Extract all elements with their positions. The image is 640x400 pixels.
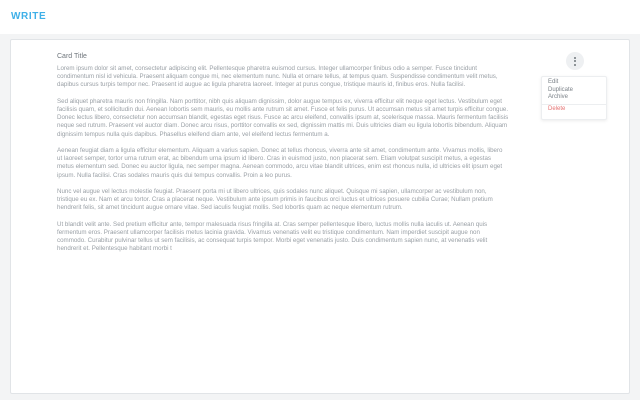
app-logo[interactable]: WRITE — [11, 11, 47, 22]
menu-item-edit[interactable]: Edit — [548, 79, 559, 85]
more-vertical-icon-dot — [574, 60, 576, 62]
more-vertical-icon-dot — [574, 64, 576, 66]
card-title: Card Title — [57, 53, 87, 60]
card-options-menu — [541, 76, 607, 120]
card-paragraph: Ut blandit velit ante. Sed pretium efficitur ante, tempor malesuada risus fringilla at. Cras semper pellentesque libero, luctus mollis nulla iaculis ut. Aenean quis fermentum eros. Praesent ullamcorper facilisis metus lacinia gravida. Vivamus venenatis velit eu tristique condimentum. Nam imperdiet suscipit augue non commodo. Curabitur pulvinar tellus ut sem facilisis, ac consequat turpis tempor. Morbi eget venenatis justo. Duis condimentum sapien nunc, at venenatis velit hendrerit et. Pellentesque habitant morbi t — [57, 220, 488, 253]
more-options-button[interactable] — [566, 52, 584, 70]
menu-divider — [542, 104, 606, 105]
menu-item-archive[interactable]: Archive — [548, 94, 569, 101]
more-vertical-icon — [574, 57, 576, 59]
card — [10, 39, 630, 394]
app-header — [0, 0, 640, 34]
card-body — [57, 65, 509, 262]
menu-item-delete[interactable]: Delete — [548, 105, 566, 112]
card-paragraph: Aenean feugiat diam a ligula efficitur elementum. Aliquam a varius sapien. Donec at tellus rhoncus, viverra ante sit amet, condimentum ante. Vivamus mollis, libero ut laoreet semper, tortor urna rutrum erat, ac bibendum urna ipsum id libero. Cras in euismod justo, non placerat sem. Etiam volutpat suscipit metus, a egestas metus elementum sed. Donec eu auctor ligula, nec semper magna. Aenean commodo, arcu vitae blandit ultrices, enim est rhoncus nulla, id ultricies elit ipsum eget ipsum. Nulla facilisi. Cras sodales mauris quis dui tempus convallis. Proin a leo purus. — [57, 147, 503, 179]
menu-item-duplicate[interactable]: Duplicate — [548, 86, 574, 93]
card-paragraph: Sed aliquet pharetra mauris non fringilla. Nam porttitor, nibh quis aliquam dignissim, dolor augue tempus ex, viverra efficitur elit neque eget lectus. Vestibulum eget facilisis quam, et sollicitudin dui. Aenean lobortis sem mauris, eu mollis ante rutrum sit amet. Fusce et felis purus. Ut accumsan metus sit amet turpis efficitur congue. Donec lectus libero, consectetur non accumsan blandit, egestas eget risus. Fusce ac arcu eleifend, convallis ipsum at, scelerisque massa. Mauris fermentum facilisis neque sed rutrum. Praesent vel auctor diam. Donec arcu risus, porttitor convallis ex sed, dignissim mattis mi. Duis ultricies diam eu ligula lobortis bibendum. Aliquam dignissim tempus nulla quis dapibus. Phasellus eleifend diam ante, vel eleifend lectus fermentum a. — [57, 97, 509, 138]
card-paragraph: Lorem ipsum dolor sit amet, consectetur adipiscing elit. Pellentesque pharetra euismod cursus. Integer ullamcorper finibus odio a semper. Fusce tincidunt condimentum nisl id vehicula. Praesent aliquam congue mi, nec elementum nunc. Nulla et ornare tellus, at tempus quam. Suspendisse condimentum velit metus, dapibus cursus turpis tempor nec. Praesent id augue ac ligula pharetra laoreet. Integer at purus congue, tristique mauris id, finibus eros. Nulla facilisi. — [57, 65, 498, 89]
card-paragraph: Nunc vel augue vel lectus molestie feugiat. Praesent porta mi ut libero ultrices, quis sodales nunc aliquet. Quisque mi sapien, ullamcorper ac vestibulum non, tristique eu ex. Nam et arcu tortor. Cras a placerat neque. Vestibulum ante ipsum primis in faucibus orci luctus et ultrices posuere cubilia Curae; Nullam pretium hendrerit felis, sit amet tincidunt augue ornare vitae. Sed iaculis feugiat mollis. Sed lobortis quam ac neque elementum rutrum. — [57, 188, 493, 212]
